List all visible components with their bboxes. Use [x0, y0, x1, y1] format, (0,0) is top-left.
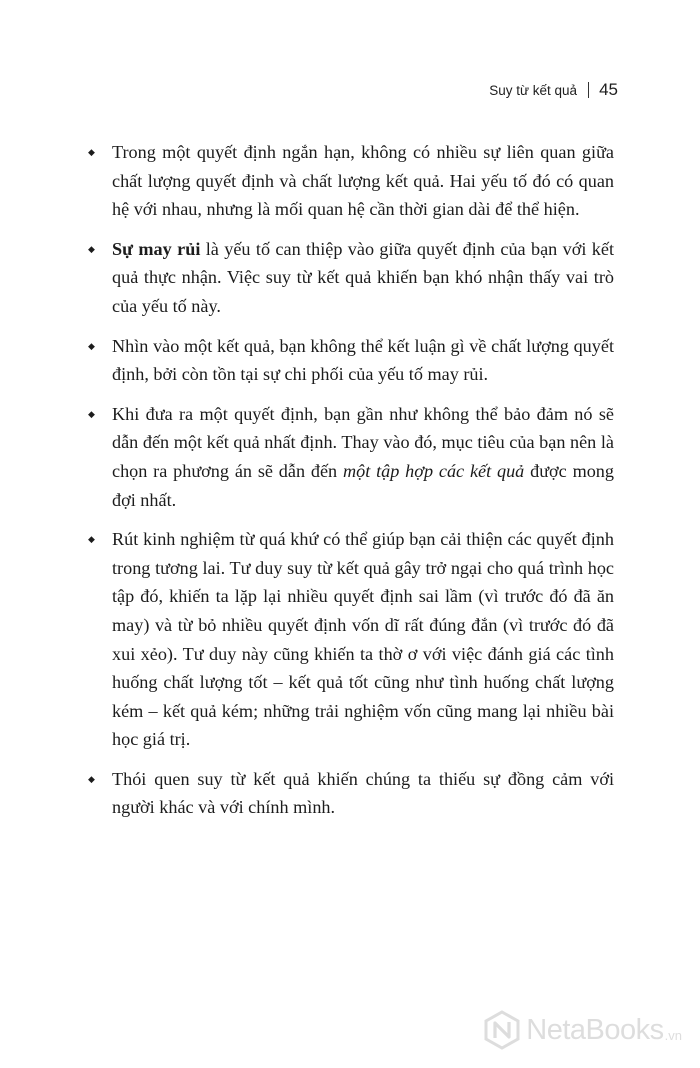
netabooks-watermark — [482, 1010, 682, 1050]
list-item — [88, 235, 614, 321]
list-item — [88, 400, 614, 514]
bullet-diamond-icon: ◆ — [88, 340, 95, 351]
bold-term: Sự may rủi — [112, 238, 201, 259]
list-item — [88, 765, 614, 822]
italic-term: một tập hợp các kết quả — [342, 460, 525, 481]
list-item — [88, 138, 614, 224]
watermark-brand: NetaBooks — [526, 1013, 664, 1046]
bullet-text: Nhìn vào một kết quả, bạn không thể kết luận gì về chất lượng quyết định, bởi còn tồn tại sự chi phối của yếu tố may rủi. — [112, 335, 614, 385]
section-title: Suy từ kết quả — [489, 82, 578, 98]
bullet-text: Trong một quyết định ngắn hạn, không có nhiều sự liên quan giữa chất lượng quyết định và chất lượng kết quả. Hai yếu tố đó có quan hệ với nhau, nhưng là mối quan hệ cần thời gian dài để thể hiện. — [112, 142, 614, 220]
key-points-list — [88, 138, 614, 833]
bullet-text: Rút kinh nghiệm từ quá khứ có thể giúp bạn cải thiện các quyết định trong tương lai. Tư duy suy từ kết quả gây trở ngại cho quá trình học tập đó, khiến ta lặp lại nhiều quyết định sai lầm (vì trước đó đã ăn may) và từ bỏ nhiều quyết định vốn dĩ rất đúng đắn (vì trước đó đã xui xẻo). Tư duy này cũng khiến ta thờ ơ với việc đánh giá các tình huống chất lượng tốt – kết quả tốt cũng như tình huống chất lượng kém – kết quả kém; những trải nghiệm vốn cũng mang lại nhiều bài học giá trị. — [112, 529, 614, 750]
header-divider — [588, 82, 589, 98]
running-header — [489, 80, 618, 100]
list-item — [88, 525, 614, 754]
netabooks-logo-icon — [482, 1010, 522, 1050]
bullet-text: là yếu tố can thiệp vào giữa quyết định của bạn với kết quả thực nhận. Việc suy từ kết quả khiến bạn khó nhận thấy vai trò của yếu tố này. — [112, 238, 615, 316]
page-number: 45 — [599, 80, 618, 99]
list-item — [88, 332, 614, 389]
watermark-suffix: .vn — [664, 1027, 682, 1043]
bullet-diamond-icon: ◆ — [88, 243, 95, 254]
bullet-text-after: được mong đợi nhất. — [112, 460, 614, 510]
bullet-text: Thói quen suy từ kết quả khiến chúng ta thiếu sự đồng cảm với người khác và với chính mình. — [112, 768, 614, 818]
bullet-text: Khi đưa ra một quyết định, bạn gần như không thể bảo đảm nó sẽ dẫn đến một kết quả nhất định. Thay vào đó, mục tiêu của bạn nên là chọn ra phương án sẽ dẫn đến — [112, 403, 614, 481]
bullet-diamond-icon: ◆ — [88, 773, 95, 784]
bullet-diamond-icon: ◆ — [88, 534, 95, 545]
bullet-diamond-icon: ◆ — [88, 408, 95, 419]
bullet-diamond-icon: ◆ — [88, 147, 95, 157]
